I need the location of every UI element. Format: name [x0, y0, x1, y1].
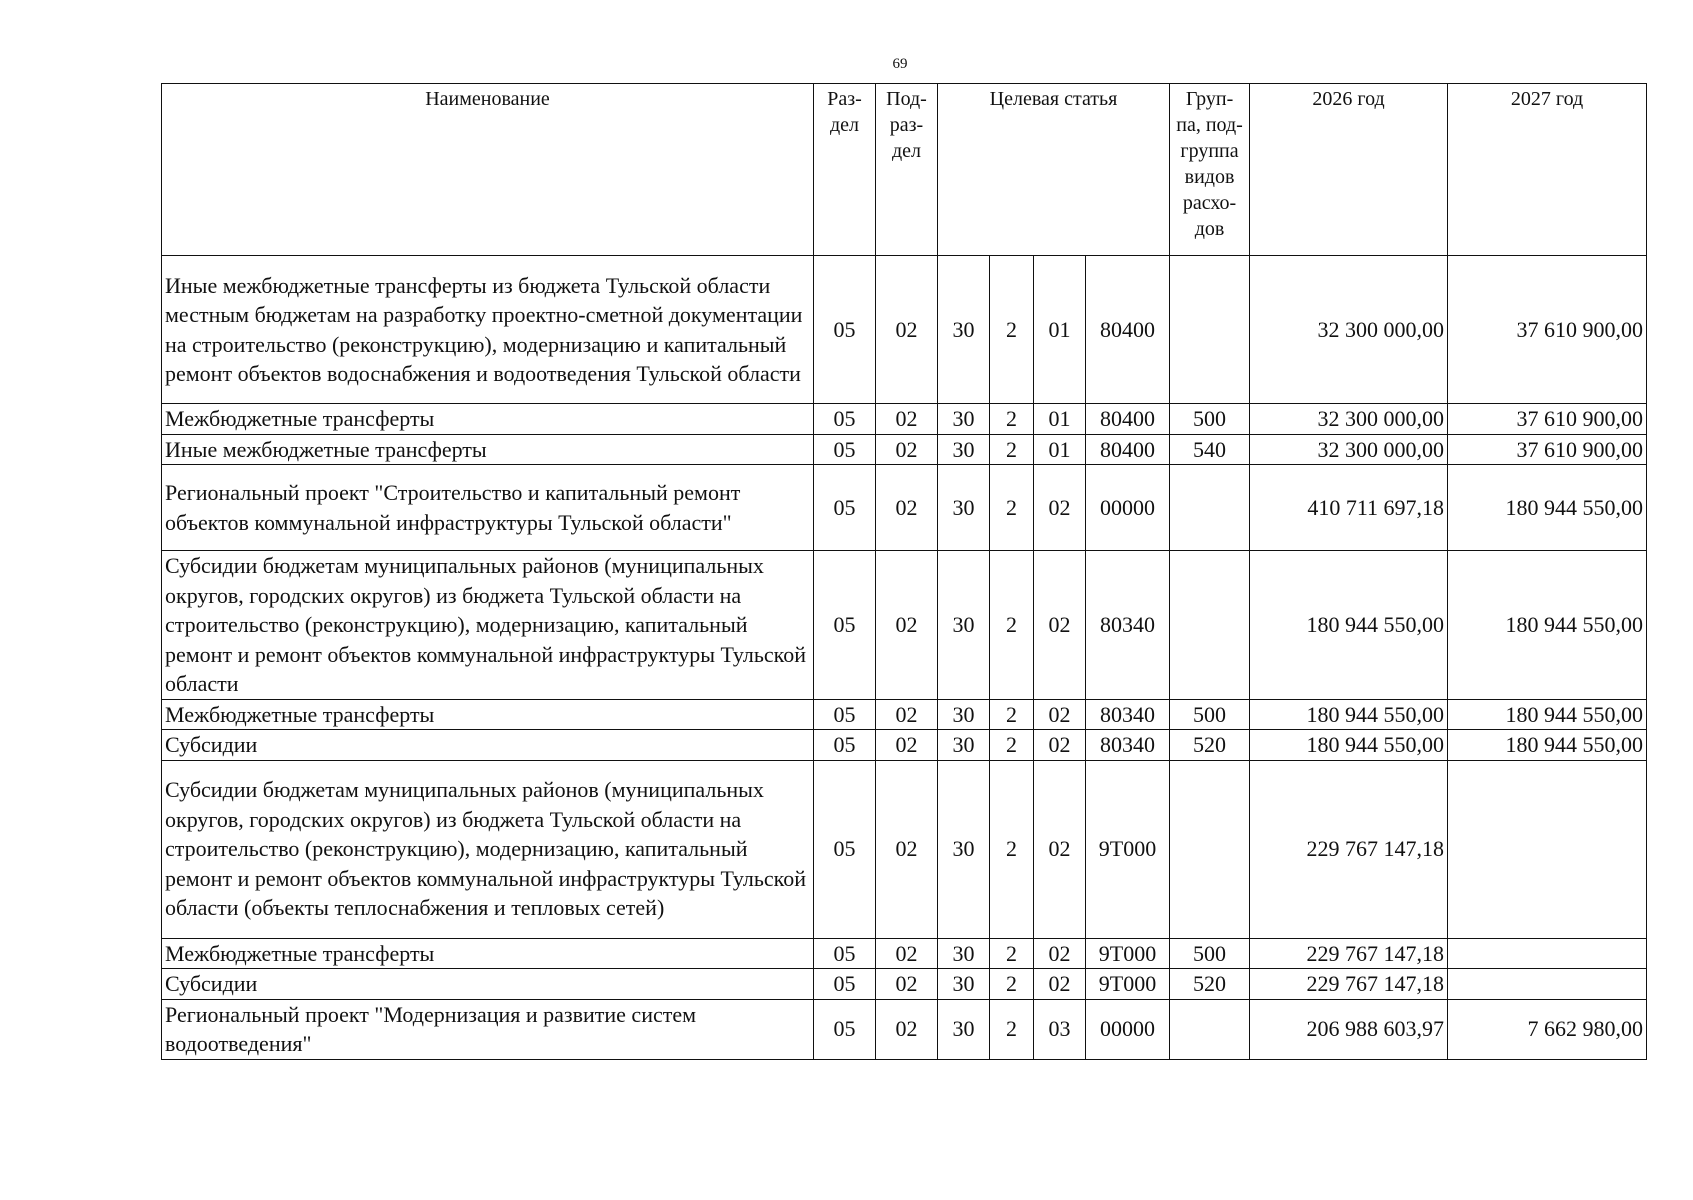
row-amount-2027: 180 944 550,00: [1448, 699, 1647, 730]
row-target-project: 03: [1034, 999, 1086, 1059]
row-amount-2027: [1448, 969, 1647, 1000]
row-amount-2027: 7 662 980,00: [1448, 999, 1647, 1059]
row-target-project: 02: [1034, 551, 1086, 700]
header-expense-group: Груп- па, под- группа видов расхо- дов: [1170, 84, 1250, 256]
row-expense-group: [1170, 465, 1250, 551]
row-name: Субсидии бюджетам муниципальных районов (муниципальных округов, городских округов) из бюджета Тульской области на строительство (реконструкцию), модернизацию, капитальный ремонт и ремонт объектов коммунальной инфраструктуры Тульской области: [162, 551, 814, 700]
row-target-type: 2: [990, 999, 1034, 1059]
row-target-type: 2: [990, 434, 1034, 465]
row-amount-2026: 32 300 000,00: [1250, 434, 1448, 465]
row-target-program: 30: [938, 256, 990, 404]
header-row: [162, 84, 1647, 256]
row-expense-group: [1170, 999, 1250, 1059]
row-razdel: 05: [814, 465, 876, 551]
row-target-project: 01: [1034, 434, 1086, 465]
row-target-project: 02: [1034, 465, 1086, 551]
row-name: Субсидии: [162, 969, 814, 1000]
row-podrazdel: 02: [876, 730, 938, 761]
row-target-program: 30: [938, 730, 990, 761]
table-row: [162, 256, 1647, 404]
row-razdel: 05: [814, 999, 876, 1059]
table-row: [162, 404, 1647, 435]
row-razdel: 05: [814, 434, 876, 465]
table-row: [162, 999, 1647, 1059]
header-2026: 2026 год: [1250, 84, 1448, 256]
row-podrazdel: 02: [876, 969, 938, 1000]
header-name: Наименование: [162, 84, 814, 256]
row-target-program: 30: [938, 551, 990, 700]
row-target-project: 02: [1034, 760, 1086, 938]
row-podrazdel: 02: [876, 404, 938, 435]
row-target-direction: 80340: [1086, 551, 1170, 700]
row-amount-2026: 229 767 147,18: [1250, 760, 1448, 938]
table-row: [162, 434, 1647, 465]
row-podrazdel: 02: [876, 938, 938, 969]
row-expense-group: 520: [1170, 730, 1250, 761]
row-expense-group: [1170, 256, 1250, 404]
row-podrazdel: 02: [876, 256, 938, 404]
row-target-direction: 9Т000: [1086, 760, 1170, 938]
row-razdel: 05: [814, 730, 876, 761]
row-amount-2026: 180 944 550,00: [1250, 551, 1448, 700]
row-amount-2027: 180 944 550,00: [1448, 551, 1647, 700]
row-amount-2027: 180 944 550,00: [1448, 730, 1647, 761]
row-amount-2026: 410 711 697,18: [1250, 465, 1448, 551]
row-target-direction: 00000: [1086, 999, 1170, 1059]
row-razdel: 05: [814, 256, 876, 404]
row-expense-group: 500: [1170, 404, 1250, 435]
table-row: [162, 699, 1647, 730]
row-razdel: 05: [814, 938, 876, 969]
row-target-direction: 00000: [1086, 465, 1170, 551]
row-amount-2026: 180 944 550,00: [1250, 730, 1448, 761]
row-podrazdel: 02: [876, 465, 938, 551]
header-podrazdel: Под- раз- дел: [876, 84, 938, 256]
row-amount-2027: [1448, 760, 1647, 938]
row-podrazdel: 02: [876, 434, 938, 465]
table-row: [162, 730, 1647, 761]
row-target-direction: 80340: [1086, 730, 1170, 761]
row-razdel: 05: [814, 551, 876, 700]
row-razdel: 05: [814, 760, 876, 938]
row-target-project: 02: [1034, 938, 1086, 969]
table-row: [162, 760, 1647, 938]
row-target-type: 2: [990, 256, 1034, 404]
row-target-direction: 80400: [1086, 404, 1170, 435]
table-body: [162, 84, 1647, 1060]
row-target-project: 02: [1034, 699, 1086, 730]
row-target-program: 30: [938, 969, 990, 1000]
row-target-direction: 80340: [1086, 699, 1170, 730]
row-podrazdel: 02: [876, 999, 938, 1059]
header-2027: 2027 год: [1448, 84, 1647, 256]
table-row: [162, 465, 1647, 551]
row-target-project: 02: [1034, 730, 1086, 761]
row-amount-2027: 180 944 550,00: [1448, 465, 1647, 551]
row-amount-2026: 180 944 550,00: [1250, 699, 1448, 730]
row-target-type: 2: [990, 465, 1034, 551]
row-target-project: 01: [1034, 256, 1086, 404]
row-expense-group: 500: [1170, 938, 1250, 969]
row-expense-group: 540: [1170, 434, 1250, 465]
row-target-program: 30: [938, 434, 990, 465]
row-target-project: 01: [1034, 404, 1086, 435]
row-target-program: 30: [938, 938, 990, 969]
row-name: Иные межбюджетные трансферты из бюджета Тульской области местным бюджетам на разработку проектно-сметной документации на строительство (реконструкцию), модернизацию и капитальный ремонт объектов водоснабжения и водоотведения Тульской области: [162, 256, 814, 404]
row-target-direction: 9Т000: [1086, 969, 1170, 1000]
row-razdel: 05: [814, 699, 876, 730]
row-target-project: 02: [1034, 969, 1086, 1000]
row-amount-2026: 229 767 147,18: [1250, 938, 1448, 969]
row-target-program: 30: [938, 465, 990, 551]
row-amount-2027: 37 610 900,00: [1448, 256, 1647, 404]
row-name: Межбюджетные трансферты: [162, 699, 814, 730]
row-expense-group: [1170, 760, 1250, 938]
table-row: [162, 969, 1647, 1000]
row-target-type: 2: [990, 699, 1034, 730]
row-amount-2026: 206 988 603,97: [1250, 999, 1448, 1059]
row-target-type: 2: [990, 551, 1034, 700]
row-amount-2026: 32 300 000,00: [1250, 256, 1448, 404]
row-name: Субсидии: [162, 730, 814, 761]
row-name: Субсидии бюджетам муниципальных районов (муниципальных округов, городских округов) из бюджета Тульской области на строительство (реконструкцию), модернизацию, капитальный ремонт и ремонт объектов коммунальной инфраструктуры Тульской области (объекты теплоснабжения и тепловых сетей): [162, 760, 814, 938]
row-podrazdel: 02: [876, 760, 938, 938]
row-expense-group: [1170, 551, 1250, 700]
row-amount-2027: 37 610 900,00: [1448, 434, 1647, 465]
row-name: Межбюджетные трансферты: [162, 938, 814, 969]
row-amount-2026: 32 300 000,00: [1250, 404, 1448, 435]
page-number: 69: [892, 56, 908, 72]
row-podrazdel: 02: [876, 551, 938, 700]
row-target-program: 30: [938, 999, 990, 1059]
row-podrazdel: 02: [876, 699, 938, 730]
row-target-direction: 9Т000: [1086, 938, 1170, 969]
row-target-program: 30: [938, 699, 990, 730]
header-razdel: Раз- дел: [814, 84, 876, 256]
row-name: Межбюджетные трансферты: [162, 404, 814, 435]
row-target-type: 2: [990, 404, 1034, 435]
row-target-direction: 80400: [1086, 256, 1170, 404]
row-expense-group: 520: [1170, 969, 1250, 1000]
budget-table: [161, 83, 1647, 1060]
row-target-program: 30: [938, 404, 990, 435]
row-name: Региональный проект "Модернизация и развитие систем водоотведения": [162, 999, 814, 1059]
row-amount-2027: [1448, 938, 1647, 969]
row-target-direction: 80400: [1086, 434, 1170, 465]
row-name: Региональный проект "Строительство и капитальный ремонт объектов коммунальной инфраструктуры Тульской области": [162, 465, 814, 551]
row-target-type: 2: [990, 938, 1034, 969]
row-target-program: 30: [938, 760, 990, 938]
table-row: [162, 938, 1647, 969]
row-name: Иные межбюджетные трансферты: [162, 434, 814, 465]
row-target-type: 2: [990, 969, 1034, 1000]
header-target-article: Целевая статья: [938, 84, 1170, 256]
row-target-type: 2: [990, 760, 1034, 938]
row-amount-2027: 37 610 900,00: [1448, 404, 1647, 435]
row-amount-2026: 229 767 147,18: [1250, 969, 1448, 1000]
row-target-type: 2: [990, 730, 1034, 761]
row-razdel: 05: [814, 969, 876, 1000]
row-razdel: 05: [814, 404, 876, 435]
row-expense-group: 500: [1170, 699, 1250, 730]
table-row: [162, 551, 1647, 700]
